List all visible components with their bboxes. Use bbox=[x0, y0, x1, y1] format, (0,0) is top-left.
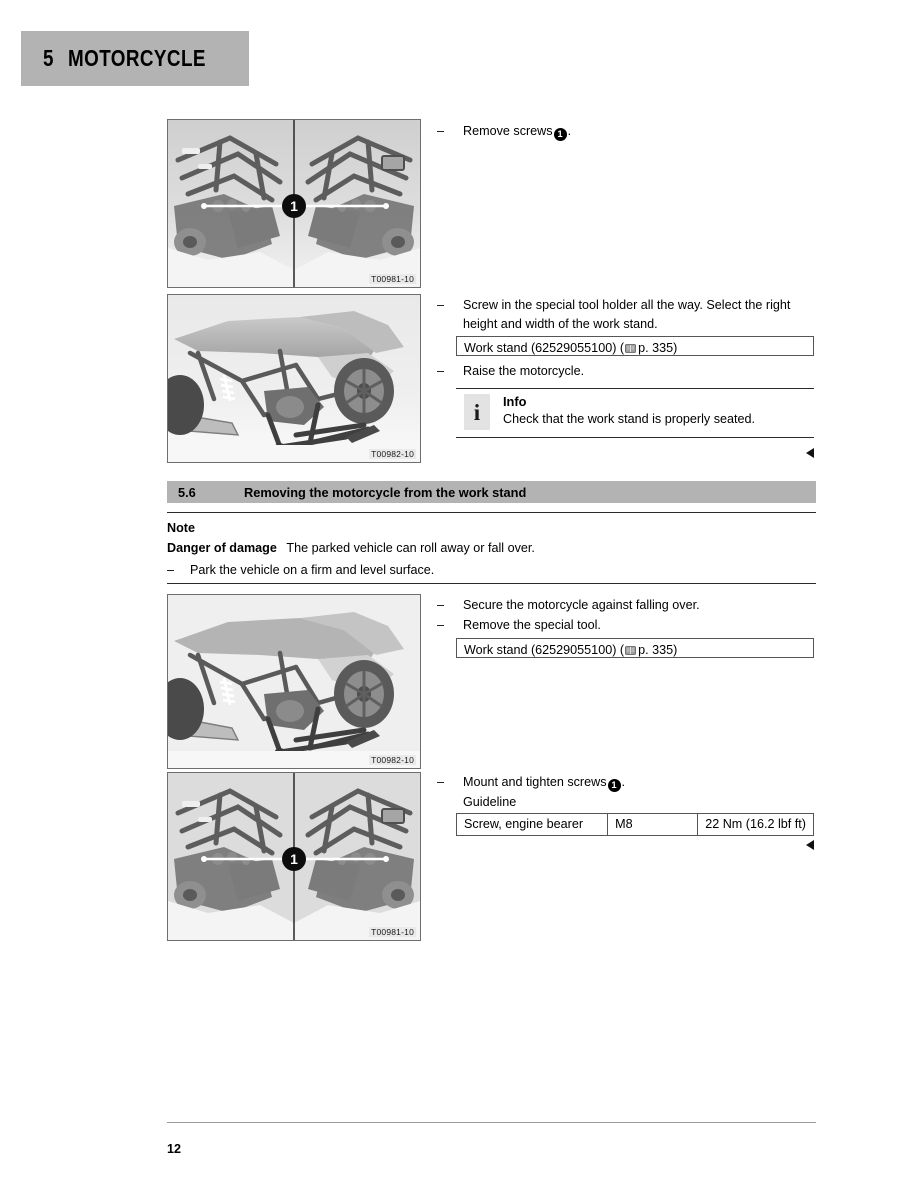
spec-box-work-stand-1 bbox=[456, 336, 814, 356]
guideline-table bbox=[456, 813, 814, 836]
spec-page-ref: p. 335) bbox=[638, 643, 678, 657]
step-raise-motorcycle bbox=[433, 362, 818, 381]
info-top-rule bbox=[456, 388, 814, 389]
chapter-header bbox=[21, 31, 249, 86]
step-dash: – bbox=[437, 298, 445, 312]
step-text: Screw in the special tool holder all the way. Select the right height and width of the work stand. bbox=[463, 298, 791, 331]
step-dash: – bbox=[437, 618, 445, 632]
instruction-block-3 bbox=[433, 596, 818, 636]
figure-workstand-bottom bbox=[167, 594, 421, 769]
step-park-vehicle bbox=[167, 561, 816, 580]
step-dash: – bbox=[437, 598, 445, 612]
info-i-glyph: i bbox=[473, 399, 481, 425]
footer-rule bbox=[167, 1122, 816, 1123]
step-text: Remove screws bbox=[463, 124, 553, 138]
spec-label: Work stand (62529055100) ( bbox=[464, 643, 625, 657]
step-dash: – bbox=[437, 124, 445, 138]
chapter-title: MOTORCYCLE bbox=[67, 45, 206, 71]
instruction-block-2b bbox=[433, 362, 818, 382]
figure-1-caption: T00981-10 bbox=[371, 274, 414, 284]
spec-label: Work stand (62529055100) ( bbox=[464, 341, 625, 355]
step-text: Secure the motorcycle against falling over. bbox=[463, 598, 700, 612]
step-remove-screws bbox=[433, 122, 818, 141]
spec-page-ref: p. 335) bbox=[638, 341, 678, 355]
step-dash: – bbox=[437, 775, 445, 789]
figure-engine-mount-bottom bbox=[167, 772, 421, 941]
step-dash: – bbox=[167, 563, 175, 577]
step-screw-in-tool-holder bbox=[433, 296, 818, 334]
step-text: Park the vehicle on a firm and level surface. bbox=[190, 563, 435, 577]
step-text: Mount and tighten screws bbox=[463, 775, 607, 789]
chapter-number: 5 bbox=[43, 45, 54, 71]
guideline-label: Guideline bbox=[463, 795, 517, 809]
info-title: Info bbox=[503, 394, 527, 409]
callout-1: 1 bbox=[608, 779, 621, 792]
info-icon bbox=[464, 394, 490, 430]
instruction-block-1 bbox=[433, 122, 818, 142]
instruction-block-4 bbox=[433, 773, 818, 812]
spec-box-work-stand-2 bbox=[456, 638, 814, 658]
cell-torque: 22 Nm (16.2 lbf ft) bbox=[698, 814, 814, 836]
section-title: Removing the motorcycle from the work stand bbox=[244, 484, 527, 500]
step-secure-motorcycle bbox=[433, 596, 818, 615]
info-text: Check that the work stand is properly seated. bbox=[503, 412, 756, 426]
cell-thread-size: M8 bbox=[608, 814, 698, 836]
step-dash: – bbox=[437, 364, 445, 378]
callout-1: 1 bbox=[554, 128, 567, 141]
note-danger-label: Danger of damage bbox=[167, 541, 277, 555]
book-icon bbox=[625, 341, 636, 350]
step-mount-tighten-screws bbox=[433, 773, 818, 792]
figure-2-photo bbox=[168, 295, 420, 462]
info-box bbox=[464, 394, 814, 436]
figure-1-callout: 1 bbox=[282, 194, 306, 218]
table-row bbox=[457, 814, 814, 836]
note-top-rule bbox=[167, 512, 816, 513]
figure-4-caption: T00981-10 bbox=[371, 927, 414, 937]
section-number: 5.6 bbox=[178, 484, 196, 500]
figure-2-caption: T00982-10 bbox=[371, 449, 414, 459]
figure-engine-mount-top bbox=[167, 119, 421, 288]
info-bottom-rule bbox=[456, 437, 814, 438]
step-text-after: . bbox=[621, 775, 626, 789]
figure-4-callout: 1 bbox=[282, 847, 306, 871]
step-remove-special-tool bbox=[433, 616, 818, 635]
end-of-procedure-marker-2 bbox=[806, 840, 814, 850]
figure-workstand-top bbox=[167, 294, 421, 463]
step-text: Remove the special tool. bbox=[463, 618, 601, 632]
cell-fastener: Screw, engine bearer bbox=[457, 814, 608, 836]
note-step-block bbox=[167, 561, 816, 581]
end-of-procedure-marker-1 bbox=[806, 448, 814, 458]
instruction-block-2 bbox=[433, 296, 818, 335]
note-danger-line bbox=[167, 541, 535, 555]
step-text: Raise the motorcycle. bbox=[463, 364, 585, 378]
book-icon bbox=[625, 643, 636, 652]
page-number: 12 bbox=[167, 1142, 182, 1156]
note-danger-text: The parked vehicle can roll away or fall over. bbox=[286, 541, 535, 555]
note-heading: Note bbox=[167, 521, 195, 535]
step-text-after: . bbox=[567, 124, 572, 138]
figure-3-photo bbox=[168, 595, 420, 768]
section-header-5-6 bbox=[167, 481, 816, 503]
note-bottom-rule bbox=[167, 583, 816, 584]
figure-3-caption: T00982-10 bbox=[371, 755, 414, 765]
